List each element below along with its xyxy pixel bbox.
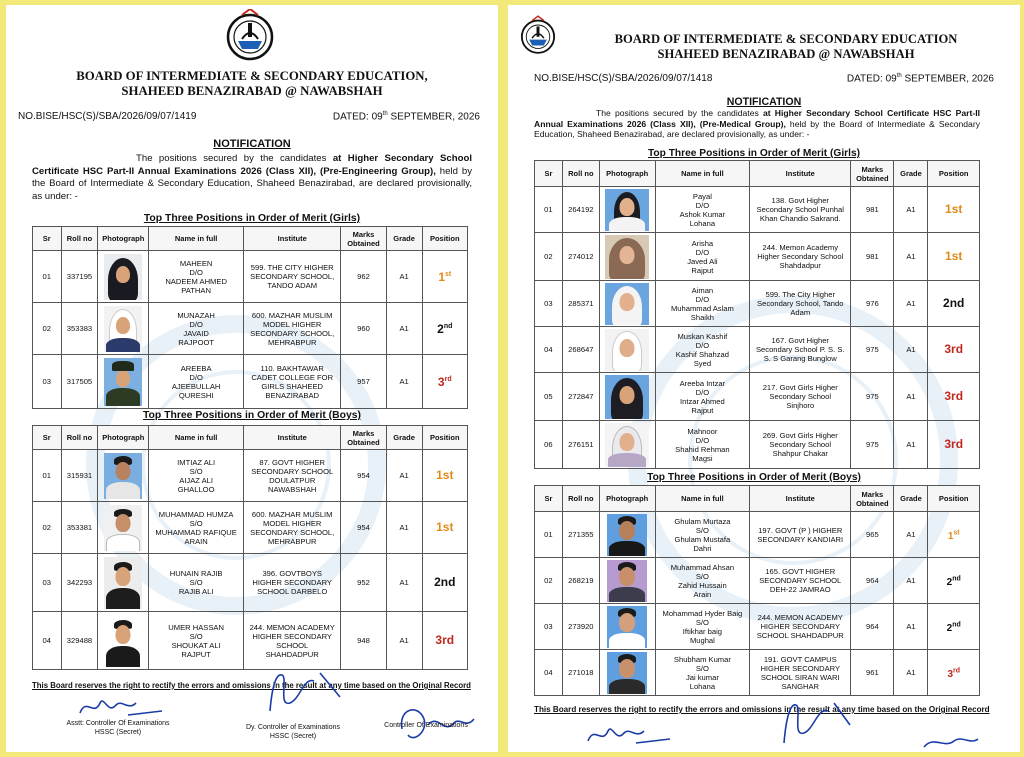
girls-merit-table xyxy=(32,226,468,409)
marks-cell: 962 xyxy=(341,251,386,303)
table-row xyxy=(33,502,468,554)
candidate-photo xyxy=(605,329,649,371)
header-position: Position xyxy=(928,486,980,512)
institute-cell: 396. GOVTBOYS HIGHER SECONDARY SCHOOL DARBELO xyxy=(244,554,341,612)
grade-cell: A1 xyxy=(386,502,422,554)
institute-cell: 191. GOVT CAMPUS HIGHER SECONDARY SCHOOL SIRAN WARI SANGHAR xyxy=(750,650,851,696)
name-cell: MAHEEN D/O NADEEM AHMED PATHAN xyxy=(149,251,244,303)
header-name: Name in full xyxy=(655,161,750,187)
grade-cell: A1 xyxy=(894,187,928,233)
roll-cell: 268219 xyxy=(562,558,599,604)
grade-cell: A1 xyxy=(894,281,928,327)
boys-section-title: Top Three Positions in Order of Merit (Boys) xyxy=(647,472,861,483)
disclaimer-note: This Board reserves the right to rectify the errors and omissions in the result at any time based on the Original Record xyxy=(32,681,471,690)
table-row xyxy=(33,251,468,303)
marks-cell: 975 xyxy=(851,373,894,421)
boys-merit-table xyxy=(534,485,980,696)
header-sr: Sr xyxy=(535,486,563,512)
candidate-photo xyxy=(104,505,142,551)
institute-cell: 138. Govt Higher Secondary School Punhal Khan Chandio Sakrand. xyxy=(750,187,851,233)
table-row xyxy=(33,612,468,670)
position-cell: 2nd xyxy=(928,558,980,604)
sr-cell: 05 xyxy=(535,373,563,421)
table-row xyxy=(535,233,980,281)
institute-cell: 165. GOVT HIGHER SECONDARY SCHOOL DEH-22 JAMRAO xyxy=(750,558,851,604)
header-sr: Sr xyxy=(535,161,563,187)
grade-cell: A1 xyxy=(894,604,928,650)
header-grade: Grade xyxy=(894,161,928,187)
candidate-photo xyxy=(607,514,647,556)
header-photo: Photograph xyxy=(98,227,149,251)
roll-cell: 342293 xyxy=(61,554,98,612)
photo-cell xyxy=(599,187,655,233)
photo-cell xyxy=(98,450,149,502)
photo-cell xyxy=(599,558,655,604)
grade-cell: A1 xyxy=(386,554,422,612)
roll-cell: 268647 xyxy=(562,327,599,373)
table-row xyxy=(535,373,980,421)
roll-cell: 272847 xyxy=(562,373,599,421)
name-cell: Arisha D/O Javed Ali Rajput xyxy=(655,233,750,281)
sr-cell: 02 xyxy=(33,303,62,355)
institute-cell: 600. MAZHAR MUSLIM MODEL HIGHER SECONDARY SCHOOL, MEHRABPUR xyxy=(244,502,341,554)
marks-cell: 961 xyxy=(851,650,894,696)
position-cell: 3rd xyxy=(928,327,980,373)
roll-cell: 271018 xyxy=(562,650,599,696)
header-grade: Grade xyxy=(894,486,928,512)
grade-cell: A1 xyxy=(386,251,422,303)
name-cell: Muskan Kashif D/O Kashif Shahzad Syed xyxy=(655,327,750,373)
name-cell: MUNAZAH D/O JAVAID RAJPOOT xyxy=(149,303,244,355)
candidate-photo xyxy=(104,453,142,499)
roll-cell: 285371 xyxy=(562,281,599,327)
marks-cell: 957 xyxy=(341,355,386,409)
candidate-photo xyxy=(104,358,142,406)
position-cell: 2nd xyxy=(928,604,980,650)
candidate-photo xyxy=(607,606,647,648)
photo-cell xyxy=(599,281,655,327)
header-name: Name in full xyxy=(149,227,244,251)
boys-merit-table xyxy=(32,425,468,670)
marks-cell: 965 xyxy=(851,512,894,558)
institute-cell: 599. THE CITY HIGHER SECONDARY SCHOOL, TANDO ADAM xyxy=(244,251,341,303)
header-institute: Institute xyxy=(244,426,341,450)
photo-cell xyxy=(599,421,655,469)
header-position: Position xyxy=(928,161,980,187)
header-name: Name in full xyxy=(655,486,750,512)
grade-cell: A1 xyxy=(894,421,928,469)
sr-cell: 03 xyxy=(535,281,563,327)
notification-date: DATED: 09th SEPTEMBER, 2026 xyxy=(846,73,994,85)
photo-cell xyxy=(98,303,149,355)
photo-cell xyxy=(599,327,655,373)
header-photo: Photograph xyxy=(599,486,655,512)
marks-cell: 954 xyxy=(341,502,386,554)
position-cell: 1st xyxy=(422,502,467,554)
signature-dy-controller xyxy=(260,667,350,717)
table-row xyxy=(33,303,468,355)
name-cell: Areeba Intzar D/O Intzar Ahmed Rajput xyxy=(655,373,750,421)
grade-cell: A1 xyxy=(894,373,928,421)
grade-cell: A1 xyxy=(894,558,928,604)
notification-title: NOTIFICATION xyxy=(213,138,291,150)
header-sr: Sr xyxy=(33,426,62,450)
institute-cell: 197. GOVT (P ) HIGHER SECONDARY KANDIARI xyxy=(750,512,851,558)
header-roll: Roll no xyxy=(61,426,98,450)
notification-page-pre-engineering xyxy=(6,5,498,752)
table-row xyxy=(535,512,980,558)
marks-cell: 976 xyxy=(851,281,894,327)
table-row xyxy=(535,604,980,650)
girls-section-title: Top Three Positions in Order of Merit (Girls) xyxy=(143,213,361,224)
roll-cell: 273920 xyxy=(562,604,599,650)
table-row xyxy=(33,355,468,409)
signature-asstt-controller xyxy=(76,693,166,721)
table-row xyxy=(535,421,980,469)
institute-cell: 167. Govt Higher Secondary School P. S. S. S. S Garang Bunglow xyxy=(750,327,851,373)
header-marks: Marks Obtained xyxy=(851,486,894,512)
name-cell: Ghulam Murtaza S/O Ghulam Mustafa Dahri xyxy=(655,512,750,558)
grade-cell: A1 xyxy=(386,450,422,502)
grade-cell: A1 xyxy=(894,233,928,281)
position-cell: 3rd xyxy=(928,421,980,469)
grade-cell: A1 xyxy=(386,612,422,670)
marks-cell: 954 xyxy=(341,450,386,502)
sr-cell: 03 xyxy=(33,554,62,612)
name-cell: Mohammad Hyder Baig S/O Iftikhar baig Mughal xyxy=(655,604,750,650)
marks-cell: 964 xyxy=(851,604,894,650)
candidate-photo xyxy=(605,235,649,279)
header-position: Position xyxy=(422,227,467,251)
institute-cell: 217. Govt Girls Higher Secondary School Sinjhoro xyxy=(750,373,851,421)
position-cell: 2nd xyxy=(422,303,467,355)
institute-cell: 110. BAKHTAWAR CADET COLLEGE FOR GIRLS SHAHEED BENAZIRABAD xyxy=(244,355,341,409)
candidate-photo xyxy=(607,652,647,694)
position-cell: 3rd xyxy=(928,373,980,421)
grade-cell: A1 xyxy=(894,327,928,373)
header-photo: Photograph xyxy=(98,426,149,450)
photo-cell xyxy=(98,355,149,409)
marks-cell: 975 xyxy=(851,421,894,469)
candidate-photo xyxy=(605,189,649,231)
header-roll: Roll no xyxy=(562,486,599,512)
header-marks: Marks Obtained xyxy=(851,161,894,187)
photo-cell xyxy=(599,512,655,558)
signature-label-dy: Dy. Controller of Examinations HSSC (Secret) xyxy=(245,724,341,740)
sr-cell: 02 xyxy=(535,558,563,604)
roll-cell: 329488 xyxy=(61,612,98,670)
table-row xyxy=(33,450,468,502)
signature-label-asstt: Asstt: Controller Of Examinations HSSC (Secret) xyxy=(66,720,170,736)
institute-cell: 244. MEMON ACADEMY HIGHER SECONDARY SCHOOL SHAHDADPUR xyxy=(750,604,851,650)
sr-cell: 01 xyxy=(33,251,62,303)
notification-page-pre-medical xyxy=(508,5,1020,752)
candidate-photo xyxy=(104,615,142,667)
sr-cell: 06 xyxy=(535,421,563,469)
header-sr: Sr xyxy=(33,227,62,251)
candidate-photo xyxy=(605,283,649,325)
table-row xyxy=(535,187,980,233)
candidate-photo xyxy=(607,560,647,602)
sr-cell: 01 xyxy=(535,187,563,233)
roll-cell: 353383 xyxy=(61,303,98,355)
name-cell: AREEBA D/O AJEEBULLAH QURESHI xyxy=(149,355,244,409)
photo-cell xyxy=(98,251,149,303)
header-marks: Marks Obtained xyxy=(341,227,386,251)
header-institute: Institute xyxy=(750,161,851,187)
name-cell: Shubham Kumar S/O Jai kumar Lohana xyxy=(655,650,750,696)
position-cell: 1st xyxy=(422,450,467,502)
signature-asstt-controller xyxy=(584,719,674,749)
marks-cell: 952 xyxy=(341,554,386,612)
roll-cell: 337195 xyxy=(61,251,98,303)
position-cell: 1st xyxy=(928,187,980,233)
header-grade: Grade xyxy=(386,426,422,450)
header-name: Name in full xyxy=(149,426,244,450)
photo-cell xyxy=(98,554,149,612)
grade-cell: A1 xyxy=(894,512,928,558)
position-cell: 2nd xyxy=(928,281,980,327)
position-cell: 2nd xyxy=(422,554,467,612)
table-row xyxy=(535,281,980,327)
marks-cell: 948 xyxy=(341,612,386,670)
girls-section-title: Top Three Positions in Order of Merit (Girls) xyxy=(647,148,861,159)
institute-cell: 599. The City Higher Secondary School, Tando Adam xyxy=(750,281,851,327)
board-name-line1: BOARD OF INTERMEDIATE & SECONDARY EDUCATION, xyxy=(76,69,428,83)
header-institute: Institute xyxy=(750,486,851,512)
table-row xyxy=(535,650,980,696)
roll-cell: 353381 xyxy=(61,502,98,554)
sr-cell: 04 xyxy=(535,327,563,373)
institute-cell: 600. MAZHAR MUSLIM MODEL HIGHER SECONDARY SCHOOL, MEHRABPUR xyxy=(244,303,341,355)
header-photo: Photograph xyxy=(599,161,655,187)
sr-cell: 03 xyxy=(535,604,563,650)
position-cell: 3rd xyxy=(928,650,980,696)
position-cell: 3rd xyxy=(422,612,467,670)
header-roll: Roll no xyxy=(61,227,98,251)
candidate-photo xyxy=(104,254,142,300)
position-cell: 3rd xyxy=(422,355,467,409)
grade-cell: A1 xyxy=(894,650,928,696)
boys-section-title: Top Three Positions in Order of Merit (Boys) xyxy=(142,410,362,421)
photo-cell xyxy=(599,604,655,650)
reference-number: NO.BISE/HSC(S)/SBA/2026/09/07/1419 xyxy=(18,111,197,122)
grade-cell: A1 xyxy=(386,303,422,355)
roll-cell: 264192 xyxy=(562,187,599,233)
marks-cell: 981 xyxy=(851,187,894,233)
roll-cell: 315931 xyxy=(61,450,98,502)
sr-cell: 04 xyxy=(33,612,62,670)
name-cell: Aiman D/O Muhammad Aslam Shaikh xyxy=(655,281,750,327)
roll-cell: 271355 xyxy=(562,512,599,558)
roll-cell: 317505 xyxy=(61,355,98,409)
name-cell: HUNAIN RAJIB S/O RAJIB ALI xyxy=(149,554,244,612)
header-marks: Marks Obtained xyxy=(341,426,386,450)
institute-cell: 269. Govt Girls Higher Secondary School Shahpur Chakar xyxy=(750,421,851,469)
notification-title: NOTIFICATION xyxy=(726,96,802,108)
candidate-photo xyxy=(104,557,142,609)
notification-date: DATED: 09th SEPTEMBER, 2026 xyxy=(332,111,480,123)
grade-cell: A1 xyxy=(386,355,422,409)
position-cell: 1st xyxy=(928,233,980,281)
header-grade: Grade xyxy=(386,227,422,251)
header-roll: Roll no xyxy=(562,161,599,187)
candidate-photo xyxy=(104,306,142,352)
name-cell: IMTIAZ ALI S/O AIJAZ ALI GHALLOO xyxy=(149,450,244,502)
name-cell: Payal D/O Ashok Kumar Lohana xyxy=(655,187,750,233)
signature-label-controller: Controller Of Examinations xyxy=(384,722,468,729)
reference-number: NO.BISE/HSC(S)/SBA/2026/09/07/1418 xyxy=(534,73,713,84)
photo-cell xyxy=(599,233,655,281)
sr-cell: 03 xyxy=(33,355,62,409)
institute-cell: 244. MEMON ACADEMY HIGHER SECONDARY SCHOOL SHAHDADPUR xyxy=(244,612,341,670)
candidate-photo xyxy=(605,375,649,419)
marks-cell: 960 xyxy=(341,303,386,355)
name-cell: Muhammad Ahsan S/O Zahid Hussain Arain xyxy=(655,558,750,604)
institute-cell: 244. Memon Academy Higher Secondary School Shahdadpur xyxy=(750,233,851,281)
sr-cell: 01 xyxy=(535,512,563,558)
roll-cell: 276151 xyxy=(562,421,599,469)
sr-cell: 02 xyxy=(535,233,563,281)
notification-intro: The positions secured by the candidates at Higher Secondary School Certificate HSC Part-II Annual Examinations 2026 (Class XII), (Pre-Medical Group), held by the Board of Intermediate & Secondary Education, Shaheed Benazirabad, are declared provisionally, as under: - xyxy=(534,108,980,140)
photo-cell xyxy=(599,373,655,421)
name-cell: MUHAMMAD HUMZA S/O MUHAMMAD RAFIQUE ARAIN xyxy=(149,502,244,554)
sr-cell: 01 xyxy=(33,450,62,502)
marks-cell: 981 xyxy=(851,233,894,281)
photo-cell xyxy=(98,612,149,670)
table-row xyxy=(535,558,980,604)
board-name-line2: SHAHEED BENAZIRABAD @ NAWABSHAH xyxy=(657,47,915,61)
signature-controller xyxy=(920,733,980,751)
signature-dy-controller xyxy=(774,689,854,745)
sr-cell: 04 xyxy=(535,650,563,696)
name-cell: Mahnoor D/O Shahid Rehman Magsi xyxy=(655,421,750,469)
institute-cell: 87. GOVT HIGHER SECONDARY SCHOOL DOULATPUR NAWABSHAH xyxy=(244,450,341,502)
notification-intro: The positions secured by the candidates at Higher Secondary School Certificate HSC Part-II Annual Examinations 2026 (Class XII), (Pre-Engineering Group), held by the Board of Intermediate & Secondary Education, Shaheed Benazirabad, are declared provisionally, as under: - xyxy=(32,153,472,202)
photo-cell xyxy=(98,502,149,554)
position-cell: 1st xyxy=(928,512,980,558)
board-name-line2: SHAHEED BENAZIRABAD @ NAWABSHAH xyxy=(121,84,383,98)
disclaimer-note: This Board reserves the right to rectify the errors and omissions in the result at any time based on the Original Record xyxy=(534,705,990,714)
header-institute: Institute xyxy=(244,227,341,251)
board-name-line1: BOARD OF INTERMEDIATE & SECONDARY EDUCATION xyxy=(614,32,958,46)
table-row xyxy=(33,554,468,612)
photo-cell xyxy=(599,650,655,696)
sr-cell: 02 xyxy=(33,502,62,554)
name-cell: UMER HASSAN S/O SHOUKAT ALI RAJPUT xyxy=(149,612,244,670)
header-position: Position xyxy=(422,426,467,450)
table-row xyxy=(535,327,980,373)
position-cell: 1st xyxy=(422,251,467,303)
board-logo-icon xyxy=(220,9,280,63)
marks-cell: 964 xyxy=(851,558,894,604)
marks-cell: 975 xyxy=(851,327,894,373)
girls-merit-table xyxy=(534,160,980,469)
roll-cell: 274012 xyxy=(562,233,599,281)
candidate-photo xyxy=(605,423,649,467)
